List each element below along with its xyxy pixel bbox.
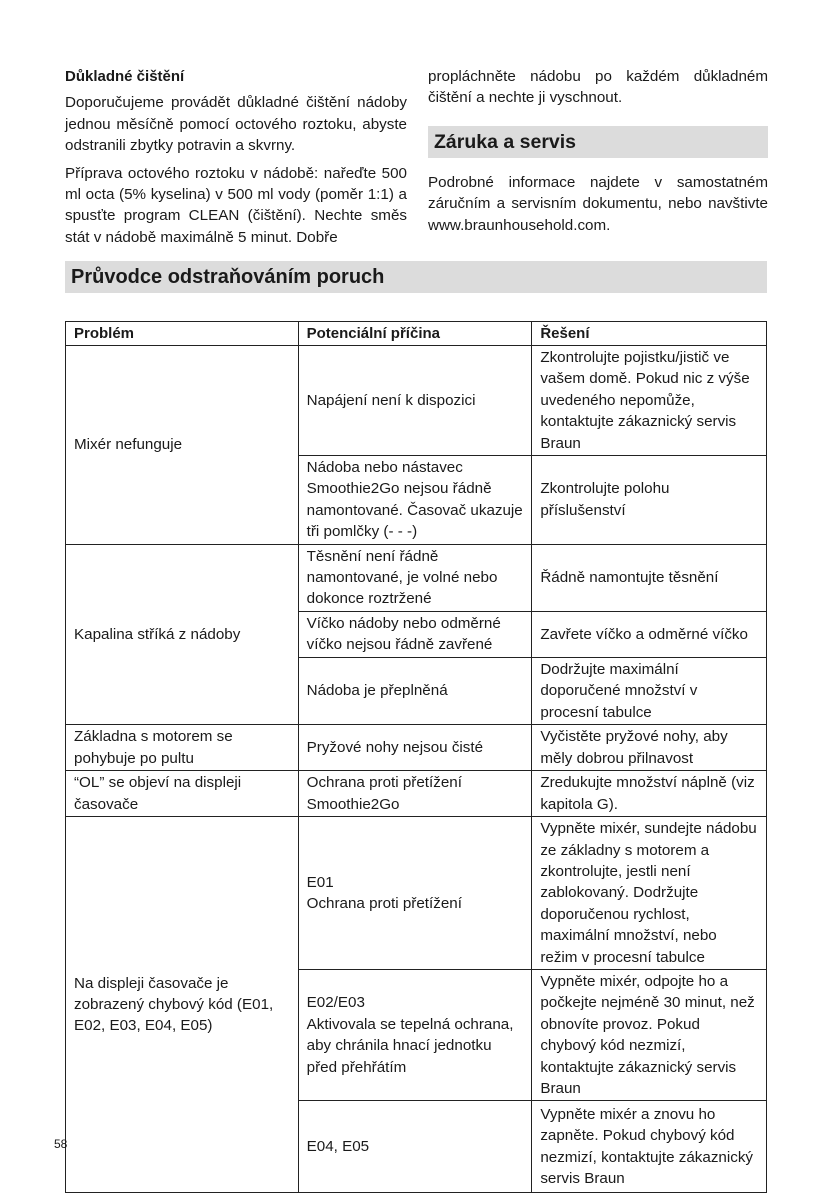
table-row — [66, 346, 767, 456]
cause-cell — [298, 817, 532, 970]
problem-cell: Základna s motorem se pohybuje po pultu — [66, 725, 299, 771]
error-code: E02/E03 — [306, 994, 365, 1012]
solution-cell: Vypněte mixér, odpojte ho a počkejte nejméně 30 minut, než obnovíte provoz. Pokud chybový kód nezmizí, kontaktujte zákaznický servis Braun — [532, 969, 767, 1100]
solution-cell: Zkontrolujte pojistku/jistič ve vašem domě. Pokud nic z výše uvedeného nepomůže, kontaktujte zákaznický servis Braun — [532, 346, 767, 456]
troubleshooting-table — [65, 321, 767, 1193]
table-row — [66, 817, 767, 970]
cause-cell: Víčko nádoby nebo odměrné víčko nejsou řádně zavřené — [298, 611, 532, 657]
cause-cell — [298, 969, 532, 1100]
cause-text: Aktivovala se tepelná ochrana, aby chránila hnací jednotku před přehřátím — [306, 1015, 514, 1076]
solution-cell: Zkontrolujte polohu příslušenství — [532, 456, 767, 545]
cause-cell: Nádoba nebo nástavec Smoothie2Go nejsou řádně namontované. Časovač ukazuje tři pomlčky (- - -) — [298, 456, 532, 545]
problem-cell: Mixér nefunguje — [66, 346, 299, 545]
table-row — [66, 771, 767, 817]
problem-cell: Na displeji časovače je zobrazený chybový kód (E01, E02, E03, E04, E05) — [66, 817, 299, 1193]
solution-cell: Dodržujte maximální doporučené množství v procesní tabulce — [532, 657, 767, 724]
cause-text: Ochrana proti přetížení — [306, 895, 462, 913]
table-row — [66, 725, 767, 771]
column-header-cause: Potenciální příčina — [298, 322, 532, 346]
cause-cell: E04, E05 — [298, 1101, 532, 1193]
cleaning-paragraph-2: Příprava octového roztoku v nádobě: nařeďte 500 ml octa (5% kyselina) v 500 ml vody (poměr 1:1) a spusťte program CLEAN (čištění). Nechte směs stát v nádobě maximálně 5 minut. Dobře — [65, 164, 407, 246]
cleaning-heading: Důkladné čištění — [65, 68, 185, 85]
table-header-row — [66, 322, 767, 346]
left-column — [65, 66, 407, 254]
cause-cell: Napájení není k dispozici — [298, 346, 532, 456]
table-row — [66, 544, 767, 611]
cause-cell: Ochrana proti přetížení Smoothie2Go — [298, 771, 532, 817]
column-header-problem: Problém — [66, 322, 299, 346]
cause-cell: Pryžové nohy nejsou čisté — [298, 725, 532, 771]
right-column — [428, 66, 768, 242]
cleaning-paragraph-1: Doporučujeme provádět důkladné čištění nádoby jednou měsíčně pomocí octového roztoku, abyste odstranili zbytky potravin a skvrny. — [65, 94, 407, 155]
solution-cell: Zavřete víčko a odměrné víčko — [532, 611, 767, 657]
warranty-text: Podrobné informace najdete v samostatném záručním a servisním dokumentu, nebo navštivte www.braunhousehold.com. — [428, 173, 768, 234]
problem-cell: “OL” se objeví na displeji časovače — [66, 771, 299, 817]
solution-cell: Vypněte mixér a znovu ho zapněte. Pokud chybový kód nezmizí, kontaktujte zákaznický servis Braun — [532, 1101, 767, 1193]
warranty-heading: Záruka a servis — [428, 126, 768, 158]
troubleshooting-heading: Průvodce odstraňováním poruch — [65, 261, 767, 293]
error-code: E01 — [306, 873, 334, 891]
cause-cell: Těsnění není řádně namontované, je volné nebo dokonce roztržené — [298, 544, 532, 611]
problem-cell: Kapalina stříká z nádoby — [66, 544, 299, 724]
solution-cell: Řádně namontujte těsnění — [532, 544, 767, 611]
solution-cell: Vyčistěte pryžové nohy, aby měly dobrou přilnavost — [532, 725, 767, 771]
page-number: 58 — [54, 1137, 68, 1151]
solution-cell: Zredukujte množství náplně (viz kapitola G). — [532, 771, 767, 817]
cleaning-paragraph-2-continued: propláchněte nádobu po každém důkladném čištění a nechte ji vyschnout. — [428, 68, 768, 107]
cause-cell: Nádoba je přeplněná — [298, 657, 532, 724]
column-header-solution: Řešení — [532, 322, 767, 346]
solution-cell: Vypněte mixér, sundejte nádobu ze základny s motorem a zkontrolujte, jestli není zablokovaný. Dodržujte doporučenou rychlost, maximální množství, nebo režim v procesní tabulce — [532, 817, 767, 970]
